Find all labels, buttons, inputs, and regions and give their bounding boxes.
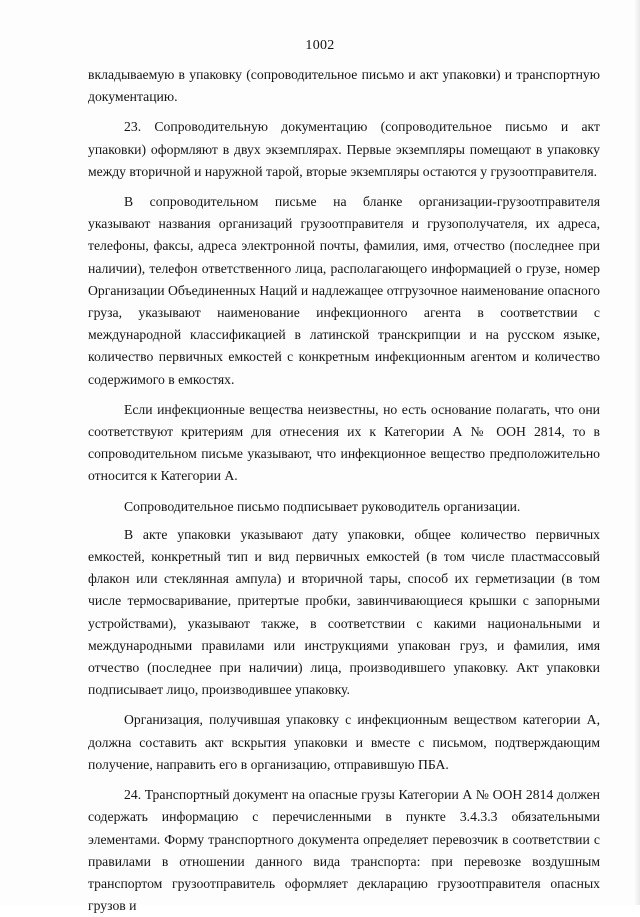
paragraph-signature: Сопроводительное письмо подписывает руководитель организации. — [124, 498, 521, 514]
paragraph-receiving-organization: Организация, получившая упаковку с инфекционным веществом категории А, должна составить акт вскрытия упаковки и вместе с письмом, подтверждающим получение, направить его в организацию, отправившую ПБА. — [88, 712, 600, 772]
scan-edge-shadow — [634, 0, 640, 905]
paragraph-item-24: 24. Транспортный документ на опасные грузы Категории А № ООН 2814 должен содержать информацию с перечисленными в пункте 3.4.3.3 обязательными элементами. Форму транспортного документа определяет перевозчик в соответствии с правилами в отношении данного вида транспорта: при перевозке воздушным транспортом грузоотправитель оформляет декларацию грузоотправителя опасных грузов и — [88, 787, 600, 914]
page-number: 1002 — [305, 38, 335, 53]
paragraph-unknown-substances: Если инфекционные вещества неизвестны, но есть основание полагать, что они соответствуют критериям для отнесения их к Категории А № ООН 2814, то в сопроводительном письме указывают, что инфекционное вещество предположительно относится к Категории А. — [88, 401, 600, 484]
document-body — [88, 64, 600, 917]
paragraph-continuation: вкладываемую в упаковку (сопроводительное письмо и акт упаковки) и транспортную документацию. — [88, 67, 600, 105]
paragraph-cover-letter: В сопроводительном письме на бланке организации-грузоотправителя указывают названия организаций грузоотправителя и грузополучателя, их адреса, телефоны, факсы, адреса электронной почты, фамилия, имя, отчество (последнее при наличии), телефон ответственного лица, располагающего информацией о грузе, номер Организации Объединенных Наций и надлежащее отгрузочное наименование опасного груза, указывают наименование инфекционного агента в соответствии с международной классификацией в латинской транскрипции и на русском языке, количество первичных емкостей с конкретным инфекционным агентом и количество содержимого в емкостях. — [88, 194, 600, 387]
paragraph-item-23: 23. Сопроводительную документацию (сопроводительное письмо и акт упаковки) оформляют в двух экземплярах. Первые экземпляры помещают в упаковку между вторичной и наружной тарой, вторые экземпляры остаются у грузоотправителя. — [88, 119, 600, 179]
paragraph-packing-act: В акте упаковки указывают дату упаковки, общее количество первичных емкостей, конкретный тип и вид первичных емкостей (в том числе пластмассовый флакон или стеклянная ампула) и вторичной тары, способ их герметизации (в том числе термосваривание, притертые пробки, завинчивающиеся крышки с запорными устройствами), указывают также, в соответствии с какими национальными и международными правилами или инструкциями упакован груз, и фамилия, имя отчество (последнее при наличии) лица, производившего упаковку. Акт упаковки подписывает лицо, производившее упаковку. — [88, 526, 600, 698]
